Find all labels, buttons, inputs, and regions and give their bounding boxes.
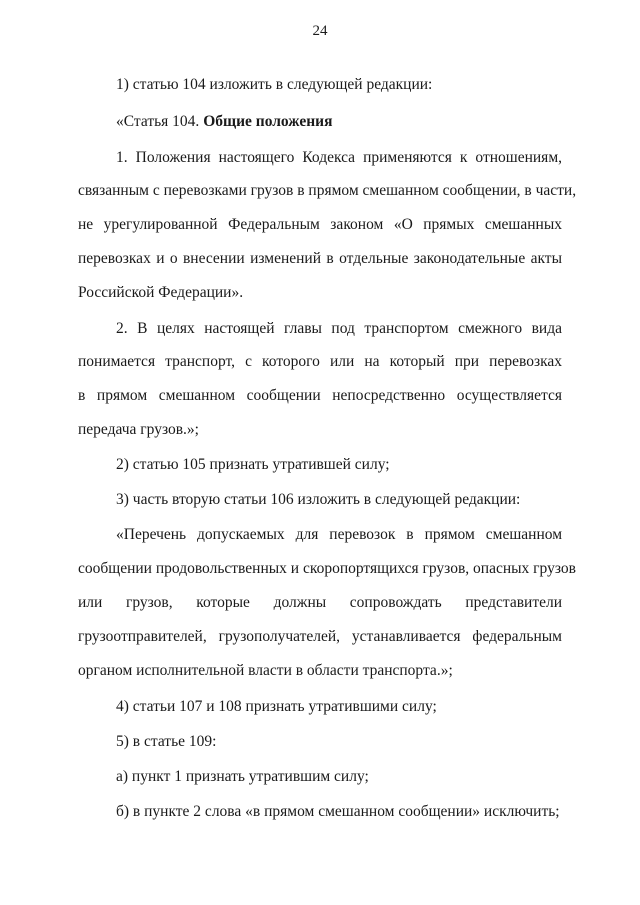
text-line: перевозках и о внесении изменений в отдельные законодательные акты xyxy=(78,250,562,267)
text-line: в прямом смешанном сообщении непосредственно осуществляется xyxy=(78,387,562,404)
text-line: 3) часть вторую статьи 106 изложить в следующей редакции: xyxy=(116,491,521,508)
text-line: 5) в статье 109: xyxy=(116,733,217,750)
text-line: 1. Положения настоящего Кодекса применяются к отношениям, xyxy=(116,149,562,166)
text-line: б) в пункте 2 слова «в прямом смешанном сообщении» исключить; xyxy=(116,803,560,820)
text-line: грузоотправителей, грузополучателей, устанавливается федеральным xyxy=(78,628,562,645)
text-line: связанным с перевозками грузов в прямом смешанном сообщении, в части, xyxy=(78,182,577,199)
text-line: 4) статьи 107 и 108 признать утратившими силу; xyxy=(116,698,437,715)
text-line: или грузов, которые должны сопровождать представители xyxy=(78,594,562,611)
text-line: не урегулированной Федеральным законом «О прямых смешанных xyxy=(78,216,562,233)
text-line: сообщении продовольственных и скоропортящихся грузов, опасных грузов xyxy=(78,560,576,577)
text-line: Российской Федерации». xyxy=(78,284,244,301)
article-heading xyxy=(116,112,562,132)
text-line: 2) статью 105 признать утратившей силу; xyxy=(116,456,390,473)
text-line: передача грузов.»; xyxy=(78,421,199,438)
text-line: органом исполнительной власти в области транспорта.»; xyxy=(78,662,453,679)
article-title: Общие положения xyxy=(203,113,333,130)
text-line: 2. В целях настоящей главы под транспортом смежного вида xyxy=(116,320,562,337)
text-line: 1) статью 104 изложить в следующей редакции: xyxy=(116,76,433,93)
page-number: 24 xyxy=(312,23,328,39)
text-line: понимается транспорт, с которого или на который при перевозках xyxy=(78,353,562,370)
text-line: «Перечень допускаемых для перевозок в прямом смешанном xyxy=(116,526,562,543)
article-number: «Статья 104. xyxy=(116,113,204,130)
text-line: а) пункт 1 признать утратившим силу; xyxy=(116,768,369,785)
